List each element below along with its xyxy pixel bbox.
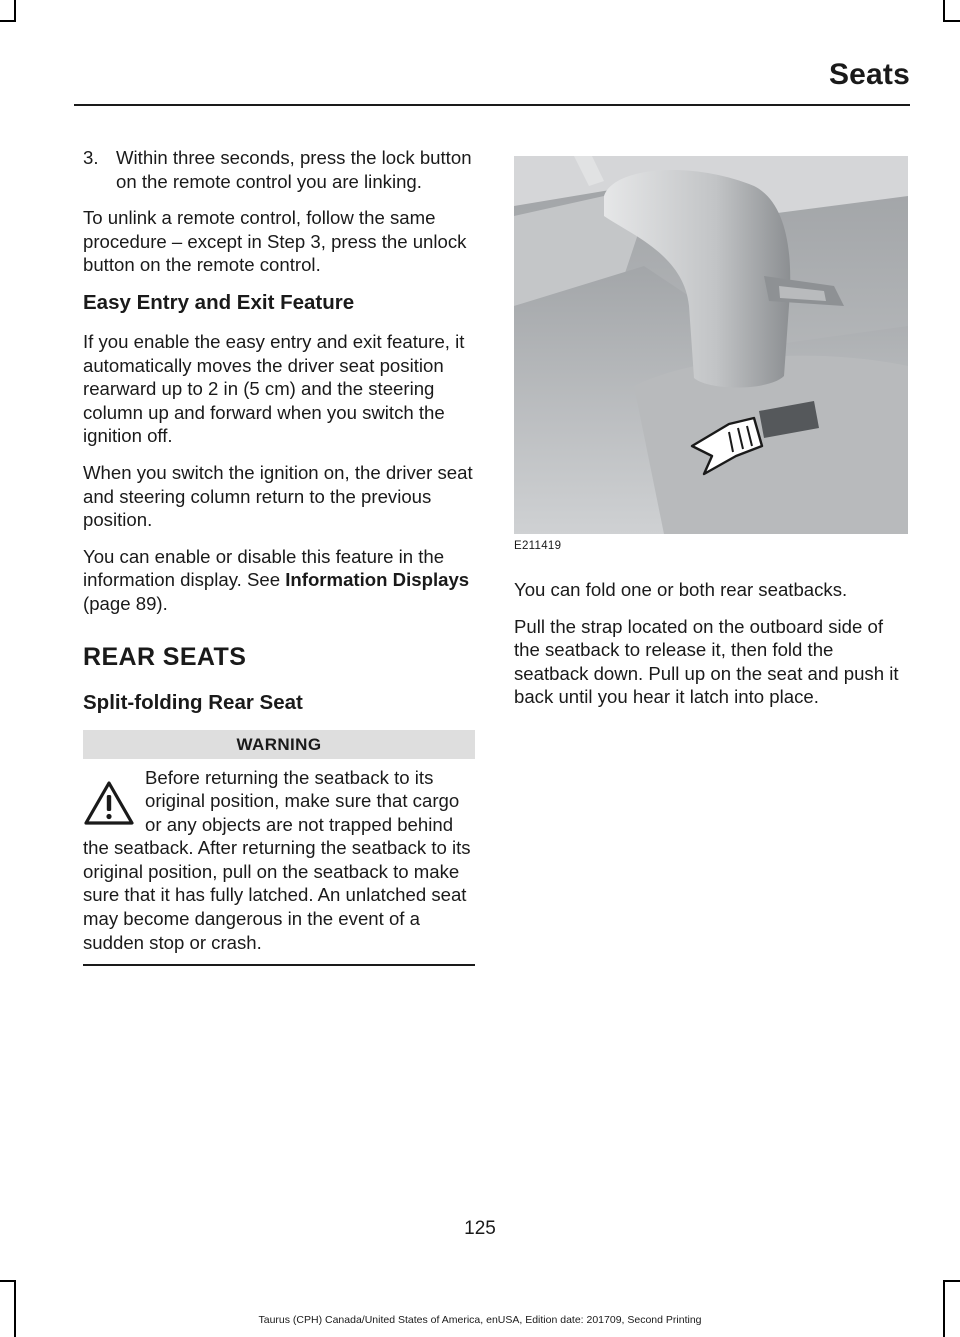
warning-box (83, 766, 475, 967)
crop-mark (943, 20, 960, 22)
warning-text: Before returning the seatback to its original position, make sure that cargo or any objects are not trapped behind the seatback. After returning the seatback to its original position, pull on the seatback to make sure that it has fully latched. An unlatched seat may become dangerous in the event of a sudden stop or crash. (83, 766, 471, 953)
warning-triangle-icon (83, 780, 135, 826)
seatback-image (514, 156, 908, 534)
cross-reference-link[interactable]: Information Displays (285, 569, 470, 591)
crop-mark (14, 1280, 16, 1337)
paragraph-unlink: To unlink a remote control, follow the same procedure – except in Step 3, press the unlock button on the remote control. (83, 207, 467, 276)
header-divider (74, 104, 910, 106)
page-title: Seats (828, 58, 910, 91)
step-number: 3. (83, 147, 99, 168)
right-column (514, 156, 908, 722)
paragraph-easy-entry-3 (83, 545, 475, 616)
paragraph-fold: You can fold one or both rear seatbacks. (514, 579, 848, 600)
heading-easy-entry: Easy Entry and Exit Feature (83, 290, 355, 314)
page-number: 125 (464, 1218, 496, 1239)
paragraph-easy-entry-1: If you enable the easy entry and exit feature, it automatically moves the driver seat position rearward up to 2 in (5 cm) and the steering column up and forward when you switch the ignition off. (83, 330, 465, 447)
crop-mark (943, 0, 945, 22)
warning-label: WARNING (83, 730, 475, 759)
paragraph-text: (page 89). (83, 592, 168, 614)
paragraph-easy-entry-2: When you switch the ignition on, the driver seat and steering column return to the previous position. (83, 461, 473, 531)
crop-mark (0, 20, 16, 22)
step-item (83, 146, 475, 193)
crop-mark (943, 1280, 945, 1337)
warning-divider (83, 964, 475, 966)
crop-mark (0, 1280, 16, 1282)
crop-mark (14, 0, 16, 22)
seatback-illustration (514, 156, 908, 534)
step-text: Within three seconds, press the lock button on the remote control you are linking. (116, 147, 472, 192)
crop-mark (943, 1280, 960, 1282)
section-heading-rear-seats: REAR SEATS (83, 642, 247, 671)
left-column (83, 146, 475, 966)
footer-edition: Taurus (CPH) Canada/United States of America, enUSA, Edition date: 201709, Second Printing (258, 1314, 702, 1326)
paragraph-strap: Pull the strap located on the outboard side of the seatback to release it, then fold the seatback down. Pull up on the seat and push it back until you hear it latch into place. (514, 615, 899, 708)
paragraph-text: You can enable or disable this feature in the information display. See (83, 545, 445, 591)
figure-code: E211419 (514, 540, 562, 552)
heading-split-folding: Split-folding Rear Seat (83, 690, 303, 714)
